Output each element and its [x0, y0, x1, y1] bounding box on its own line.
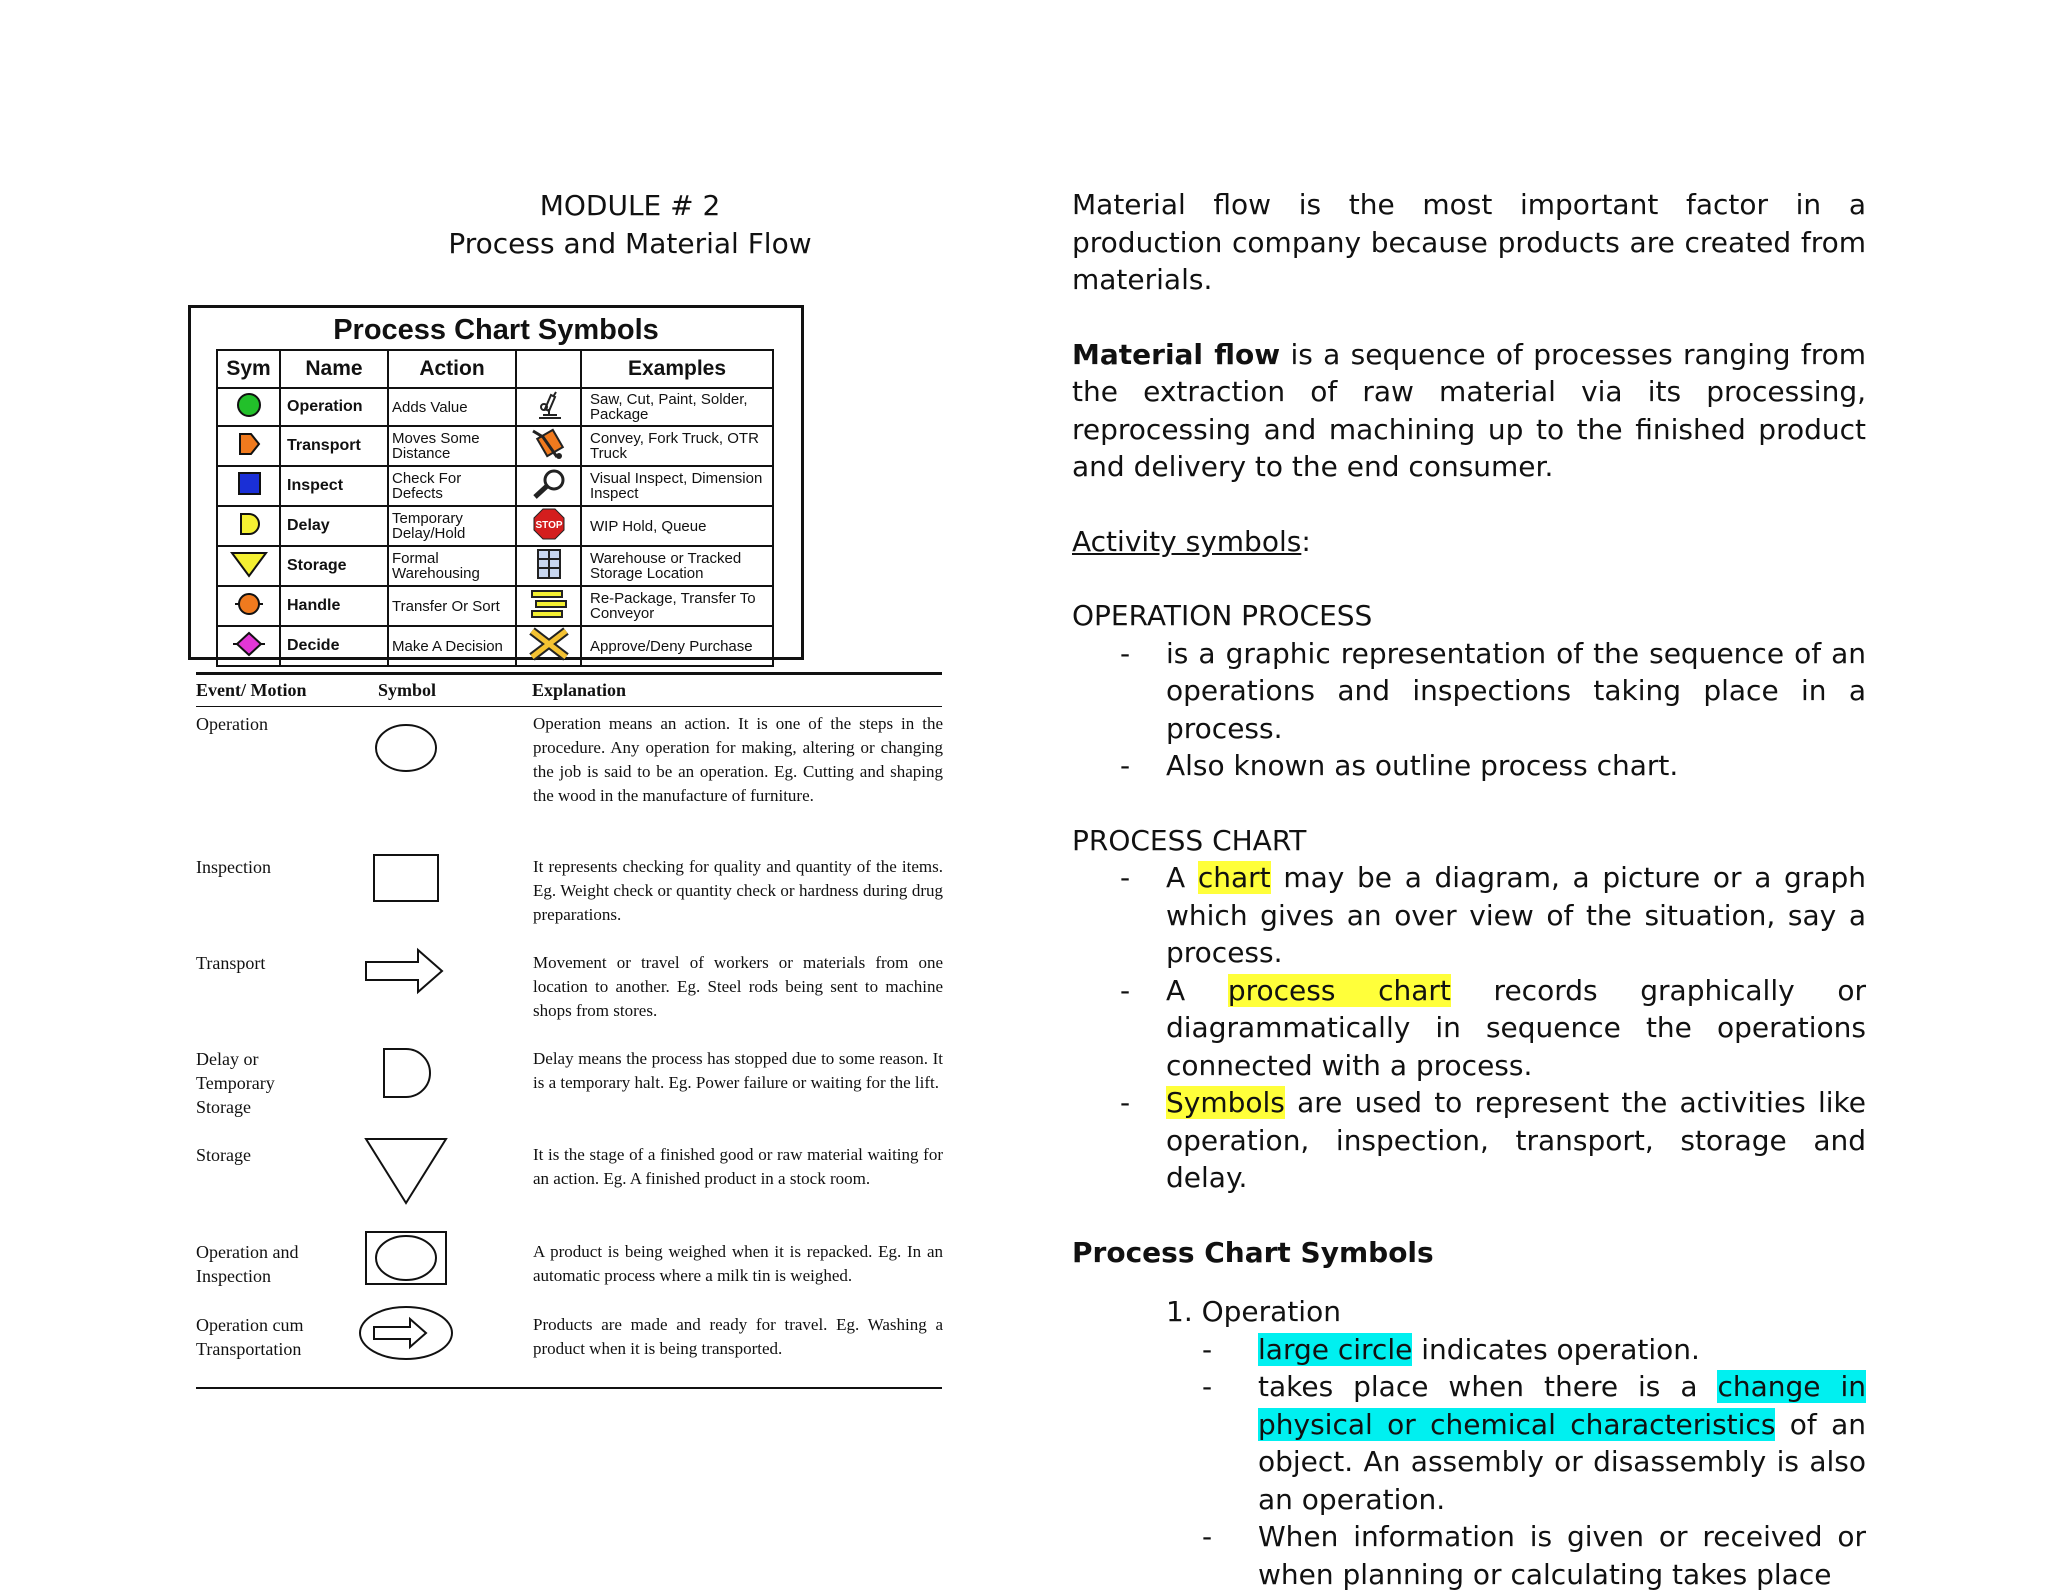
symbols-section-heading: Process Chart Symbols	[1072, 1234, 1866, 1272]
operation-process-heading: OPERATION PROCESS	[1072, 597, 1866, 635]
symbols-row	[217, 546, 773, 586]
operation-process-list	[1072, 635, 1866, 785]
d-shape-symbol	[346, 1045, 456, 1106]
yellow-d-symbol	[217, 506, 280, 546]
symbol-example: Saw, Cut, Paint, Solder, Package	[581, 388, 773, 426]
header-explanation: Explanation	[532, 680, 626, 701]
symbol-name: Handle	[280, 586, 388, 626]
symbol-example: Re-Package, Transfer To Conveyor	[581, 586, 773, 626]
circle-in-square-symbol	[346, 1228, 456, 1293]
text: A	[1166, 974, 1228, 1007]
event-name: Inspection	[196, 855, 316, 879]
hand-truck-icon	[516, 426, 581, 466]
definition-paragraph	[1072, 336, 1866, 486]
definition-text: is a sequence of processes ranging from the extraction of raw material via its processing, reprocessing and machining up to the finished product and delivery to the end consumer.	[1072, 338, 1866, 484]
event-explanation: It is the stage of a finished good or raw material waiting for an action. Eg. A finished product in a stock room.	[533, 1143, 943, 1191]
symbol-name: Operation	[280, 388, 388, 426]
list-item	[1072, 1331, 1866, 1369]
colon: :	[1301, 525, 1310, 558]
list-item	[1072, 859, 1866, 972]
module-title: Process and Material Flow	[360, 225, 900, 263]
event-explanation: A product is being weighed when it is repacked. Eg. In an automatic process where a milk tin is weighed.	[533, 1240, 943, 1288]
highlight-large-circle: large circle	[1258, 1333, 1412, 1366]
magnifier-icon	[516, 466, 581, 506]
microscope-icon	[516, 388, 581, 426]
activity-symbols-heading: Activity symbols	[1072, 525, 1301, 558]
highlight-change: change in physical or chemical characteristics	[1258, 1370, 1866, 1441]
event-name: Operation and Inspection	[196, 1240, 316, 1288]
symbol-name: Decide	[280, 626, 388, 666]
rectangle-symbol	[346, 851, 456, 912]
activity-symbols-line	[1072, 523, 1866, 561]
list-item: - is a graphic representation of the sequence of an operations and inspections taking place in a process.	[1072, 635, 1866, 748]
symbol-name: Inspect	[280, 466, 388, 506]
event-name: Operation cum Transportation	[196, 1313, 316, 1361]
event-explanation: It represents checking for quality and quantity of the items. Eg. Weight check or quantity check or hardness during drug preparations.	[533, 855, 943, 927]
arrow-symbol	[346, 943, 456, 1004]
symbol-example: Warehouse or Tracked Storage Location	[581, 546, 773, 586]
symbol-example: Visual Inspect, Dimension Inspect	[581, 466, 773, 506]
symbol-name: Storage	[280, 546, 388, 586]
event-explanation: Delay means the process has stopped due to some reason. It is a temporary halt. Eg. Power failure or waiting for the lift.	[533, 1047, 943, 1095]
yellow-triangle-symbol	[217, 546, 280, 586]
process-chart-list	[1072, 859, 1866, 1197]
list-item: - Also known as outline process chart.	[1072, 747, 1866, 785]
triangle-symbol	[346, 1135, 456, 1212]
magenta-diamond-symbol	[217, 626, 280, 666]
text: takes place when there is a	[1258, 1370, 1717, 1403]
conveyor-icon	[516, 586, 581, 626]
intro-paragraph: Material flow is the most important factor in a production company because products are created from materials.	[1072, 186, 1866, 299]
symbols-table-header	[217, 350, 773, 388]
text: of an object. An assembly or disassembly is also an operation.	[1258, 1408, 1866, 1516]
process-chart-symbols-figure	[188, 305, 804, 660]
header-event: Event/ Motion	[196, 680, 307, 701]
green-circle-symbol	[217, 388, 280, 426]
highlight-symbols: Symbols	[1166, 1086, 1285, 1119]
event-name: Delay or Temporary Storage	[196, 1047, 316, 1119]
stop-sign-icon	[516, 506, 581, 546]
table-rule	[196, 706, 942, 707]
symbols-row	[217, 388, 773, 426]
symbol-action: Moves Some Distance	[388, 426, 516, 466]
symbol-example: Approve/Deny Purchase	[581, 626, 773, 666]
symbol-example: WIP Hold, Queue	[581, 506, 773, 546]
highlight-process-chart: process chart	[1228, 974, 1451, 1007]
text: indicates operation.	[1412, 1333, 1700, 1366]
text: may be a diagram, a picture or a graph which gives an over view of the situation, say a process.	[1166, 861, 1866, 969]
definition-term: Material flow	[1072, 338, 1280, 371]
symbol-action: Check For Defects	[388, 466, 516, 506]
event-name: Operation	[196, 712, 316, 736]
symbols-row	[217, 586, 773, 626]
symbol-action: Formal Warehousing	[388, 546, 516, 586]
symbol-name: Delay	[280, 506, 388, 546]
list-item: - When information is given or received or when planning or calculating takes place	[1072, 1518, 1866, 1593]
symbol-action: Make A Decision	[388, 626, 516, 666]
header-symbol: Symbol	[378, 680, 436, 701]
blue-square-symbol	[217, 466, 280, 506]
list-item	[1072, 972, 1866, 1085]
symbols-row	[217, 506, 773, 546]
symbols-row	[217, 466, 773, 506]
header-action: Action	[388, 350, 516, 388]
symbol-action: Temporary Delay/Hold	[388, 506, 516, 546]
table-rule	[196, 672, 942, 675]
highlight-chart: chart	[1198, 861, 1271, 894]
event-explanation: Products are made and ready for travel. Eg. Washing a product when it is being transported.	[533, 1313, 943, 1361]
figure-title: Process Chart Symbols	[191, 314, 801, 347]
text: records graphically or diagrammatically in sequence the operations connected with a process.	[1166, 974, 1866, 1082]
arrow-in-ellipse-symbol	[346, 1303, 456, 1368]
list-item	[1072, 1084, 1866, 1197]
operation-sub-list	[1072, 1331, 1866, 1593]
right-column	[1072, 186, 1866, 1593]
event-explanation: Operation means an action. It is one of the steps in the procedure. Any operation for making, altering or changing the job is said to be an operation. Eg. Cutting and shaping the wood in the manufacture of furniture.	[533, 712, 943, 808]
symbol-name: Transport	[280, 426, 388, 466]
module-number: MODULE # 2	[360, 187, 900, 225]
list-item	[1072, 1368, 1866, 1518]
symbols-row	[217, 426, 773, 466]
table-rule	[196, 1387, 942, 1389]
orange-arrow-symbol	[217, 426, 280, 466]
symbol-example: Convey, Fork Truck, OTR Truck	[581, 426, 773, 466]
numbered-item-operation: 1. Operation	[1072, 1293, 1866, 1331]
ellipse-symbol	[346, 720, 456, 781]
symbols-table	[216, 349, 774, 667]
text: are used to represent the activities like operation, inspection, transport, storage and delay.	[1166, 1086, 1866, 1194]
event-name: Transport	[196, 951, 316, 975]
orange-circle-arrow-symbol	[217, 586, 280, 626]
header-examples: Examples	[581, 350, 773, 388]
module-heading	[360, 187, 900, 263]
symbol-action: Adds Value	[388, 388, 516, 426]
event-name: Storage	[196, 1143, 316, 1167]
symbol-action: Transfer Or Sort	[388, 586, 516, 626]
stop-sign-text: STOP	[535, 520, 562, 531]
event-explanation: Movement or travel of workers or materials from one location to another. Eg. Steel rods being sent to machine shops from stores.	[533, 951, 943, 1023]
shelving-icon	[516, 546, 581, 586]
text: A	[1166, 861, 1198, 894]
header-name: Name	[280, 350, 388, 388]
process-chart-heading: PROCESS CHART	[1072, 822, 1866, 860]
symbols-row	[217, 626, 773, 666]
crossroad-icon	[516, 626, 581, 666]
header-icon-blank	[516, 350, 581, 388]
header-sym: Sym	[217, 350, 280, 388]
